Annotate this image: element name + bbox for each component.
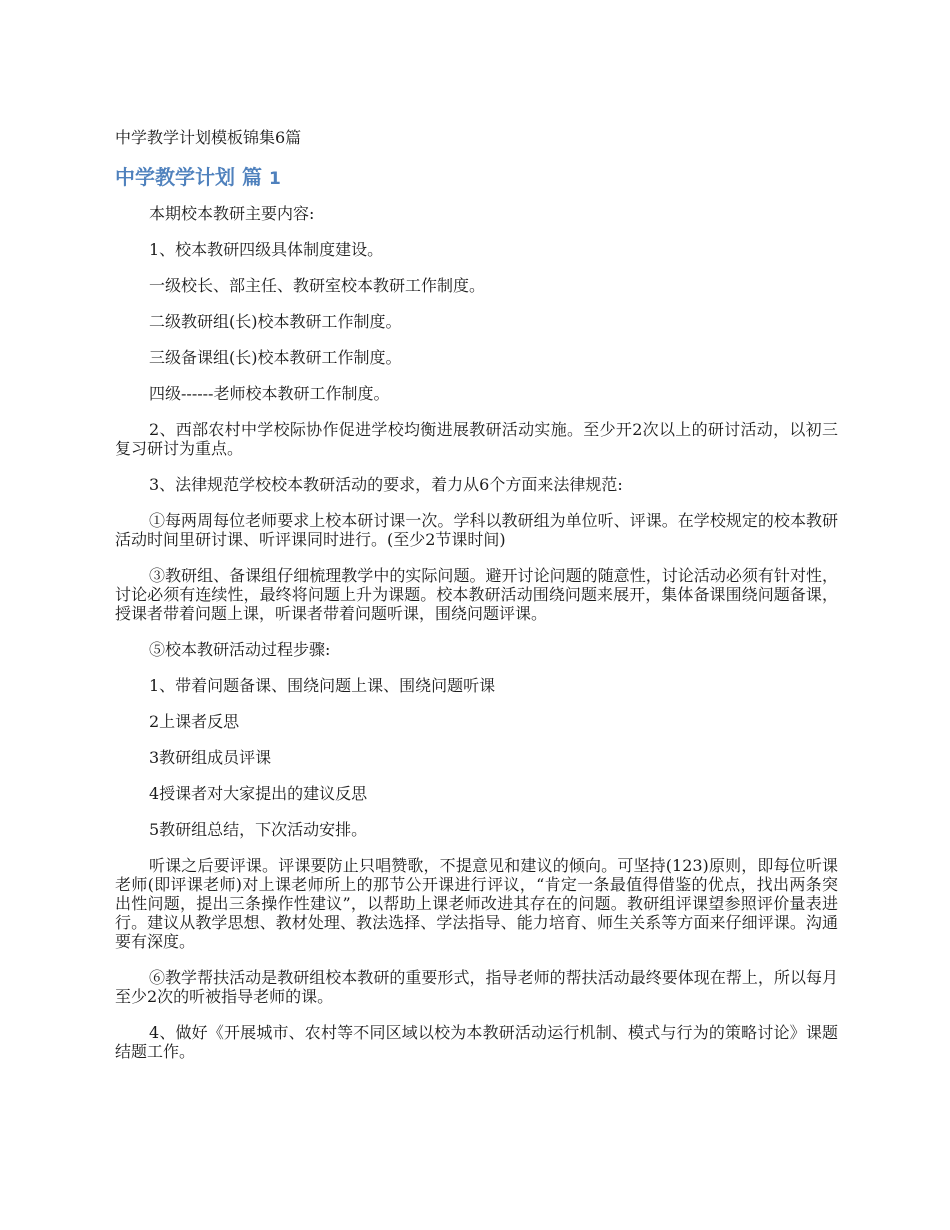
paragraph: 3教研组成员评课: [149, 748, 272, 767]
paragraph: 四级------老师校本教研工作制度。: [149, 384, 390, 403]
paragraph: 2上课者反思: [149, 712, 240, 731]
section-heading-text: 中学教学计划 篇: [115, 165, 262, 189]
paragraph: 2、西部农村中学校际协作促进学校均衡进展教研活动实施。至少开2次以上的研讨活动，以初三复习研讨为重点。: [115, 420, 838, 458]
paragraph: 1、校本教研四级具体制度建设。: [149, 240, 384, 259]
paragraph: 5教研组总结，下次活动安排。: [149, 820, 368, 839]
paragraph: 4、做好《开展城市、农村等不同区域以校为本教研活动运行机制、模式与行为的策略讨论》课题结题工作。: [115, 1023, 838, 1061]
paragraph: ①每两周每位老师要求上校本研讨课一次。学科以教研组为单位听、评课。在学校规定的校本教研活动时间里研讨课、听评课同时进行。(至少2节课时间): [115, 511, 838, 549]
section-heading-number: 1: [268, 169, 281, 189]
section-heading: [115, 164, 838, 192]
paragraph: 二级教研组(长)校本教研工作制度。: [149, 312, 402, 331]
paragraph: ⑤校本教研活动过程步骤:: [149, 640, 331, 659]
paragraph: 一级校长、部主任、教研室校本教研工作制度。: [149, 276, 486, 295]
document-title: 中学教学计划模板锦集6篇: [115, 128, 302, 147]
paragraph: 三级备课组(长)校本教研工作制度。: [149, 348, 402, 367]
paragraph: 4授课者对大家提出的建议反思: [149, 784, 368, 803]
paragraph: ③教研组、备课组仔细梳理教学中的实际问题。避开讨论问题的随意性，讨论活动必须有针对性，讨论必须有连续性，最终将问题上升为课题。校本教研活动围绕问题来展开，集体备课围绕问题备课，授课者带着问题上课，听课者带着问题听课，围绕问题评课。: [115, 566, 838, 623]
paragraph: ⑥教学帮扶活动是教研组校本教研的重要形式，指导老师的帮扶活动最终要体现在帮上，所以每月至少2次的听被指导老师的课。: [115, 968, 838, 1006]
paragraph: 1、带着问题备课、围绕问题上课、围绕问题听课: [149, 676, 496, 695]
paragraph: 3、法律规范学校校本教研活动的要求，着力从6个方面来法律规范:: [149, 475, 623, 494]
paragraph: 听课之后要评课。评课要防止只唱赞歌，不提意见和建议的倾向。可坚持(123)原则，即每位听课老师(即评课老师)对上课老师所上的那节公开课进行评议，“肯定一条最值得借鉴的优点，找出两条突出性问题，提出三条操作性建议”，以帮助上课老师改进其存在的问题。教研组评课望参照评价量表进行。建议从教学思想、教材处理、教法选择、学法指导、能力培育、师生关系等方面来仔细评课。沟通要有深度。: [115, 856, 838, 951]
paragraph: 本期校本教研主要内容:: [149, 204, 315, 223]
